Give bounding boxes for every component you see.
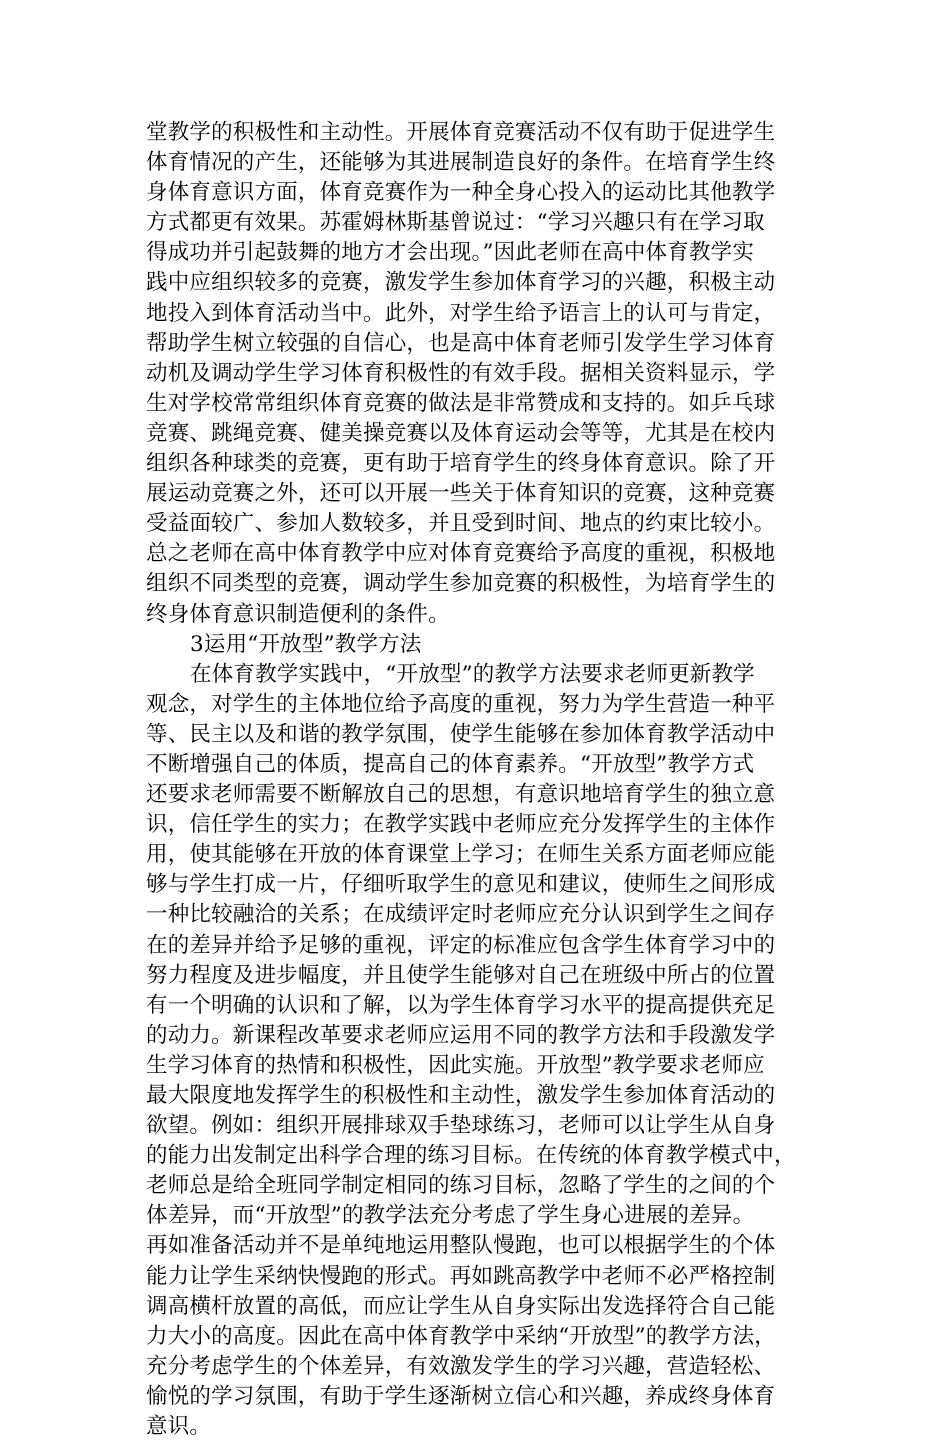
text-line: 老师总是给全班同学制定相同的练习目标，忽略了学生的之间的个 xyxy=(146,1173,776,1199)
text-line: 力大小的高度。因此在高中体育教学中采纳“开放型”的教学方法， xyxy=(146,1323,776,1349)
text-line: 在体育教学实践中，“开放型”的教学方法要求老师更新教学 xyxy=(190,661,755,687)
text-line: 的动力。新课程改革要求老师应运用不同的教学方法和手段激发学 xyxy=(146,1022,776,1048)
text-line: 展运动竞赛之外，还可以开展一些关于体育知识的竞赛，这种竞赛 xyxy=(146,481,776,507)
text-line: 努力程度及进步幅度，并且使学生能够对自己在班级中所占的位置 xyxy=(146,962,776,988)
text-line: 等、民主以及和谐的教学氛围，使学生能够在参加体育教学活动中 xyxy=(146,721,776,747)
text-line: 方式都更有效果。苏霍姆林斯基曾说过：“学习兴趣只有在学习取 xyxy=(146,210,765,236)
text-line: 不断增强自己的体质，提高自己的体育素养。“开放型”教学方式 xyxy=(146,751,755,777)
text-line: 识，信任学生的实力；在教学实践中老师应充分发挥学生的主体作 xyxy=(146,812,776,838)
text-line: 一种比较融洽的关系；在成绩评定时老师应充分认识到学生之间存 xyxy=(146,902,776,928)
text-line: 再如准备活动并不是单纯地运用整队慢跑，也可以根据学生的个体 xyxy=(146,1233,776,1259)
text-line: 的能力出发制定出科学合理的练习目标。在传统的体育教学模式中， xyxy=(146,1143,796,1169)
text-line: 竞赛、跳绳竞赛、健美操竞赛以及体育运动会等等，尤其是在校内 xyxy=(146,420,776,446)
text-line: 欲望。例如：组织开展排球双手垫球练习，老师可以让学生从自身 xyxy=(146,1113,776,1139)
text-line: 意识。 xyxy=(146,1414,212,1440)
text-line: 有一个明确的认识和了解，以为学生体育学习水平的提高提供充足 xyxy=(146,992,776,1018)
text-line: 用，使其能够在开放的体育课堂上学习；在师生关系方面老师应能 xyxy=(146,842,776,868)
text-line: 能力让学生采纳快慢跑的形式。再如跳高教学中老师不必严格控制 xyxy=(146,1263,776,1289)
document-page xyxy=(146,118,796,1442)
text-line: 生对学校常常组织体育竞赛的做法是非常赞成和支持的。如乒乓球 xyxy=(146,390,776,416)
text-line: 身体育意识方面，体育竞赛作为一种全身心投入的运动比其他教学 xyxy=(146,180,776,206)
text-line: 堂教学的积极性和主动性。开展体育竞赛活动不仅有助于促进学生 xyxy=(146,120,776,145)
paragraph-competition xyxy=(146,118,796,630)
text-line: 体差异，而“开放型”的教学法充分考虑了学生身心进展的差异。 xyxy=(146,1203,755,1229)
text-line: 动机及调动学生学习体育积极性的有效手段。据相关资料显示，学 xyxy=(146,360,776,386)
text-line: 践中应组织较多的竞赛，激发学生参加体育学习的兴趣，积极主动 xyxy=(146,270,776,296)
text-line: 在的差异并给予足够的重视，评定的标准应包含学生体育学习中的 xyxy=(146,932,776,958)
paragraph-open-teaching xyxy=(146,660,796,1442)
text-line: 够与学生打成一片，仔细听取学生的意见和建议，使师生之间形成 xyxy=(146,872,776,898)
text-line: 帮助学生树立较强的自信心，也是高中体育老师引发学生学习体育 xyxy=(146,330,776,356)
text-line: 生学习体育的热情和积极性，因此实施。开放型”教学要求老师应 xyxy=(146,1052,765,1078)
text-line: 观念，对学生的主体地位给予高度的重视，努力为学生营造一种平 xyxy=(146,691,776,717)
text-line: 得成功并引起鼓舞的地方才会出现。”因此老师在高中体育教学实 xyxy=(146,240,755,266)
text-line: 还要求老师需要不断解放自己的思想，有意识地培育学生的独立意 xyxy=(146,782,776,808)
text-line: 总之老师在高中体育教学中应对体育竞赛给予高度的重视，积极地 xyxy=(146,541,776,567)
text-line: 体育情况的产生，还能够为其进展制造良好的条件。在培育学生终 xyxy=(146,150,776,176)
text-line: 终身体育意识制造便利的条件。 xyxy=(146,601,450,627)
text-line: 组织各种球类的竞赛，更有助于培育学生的终身体育意识。除了开 xyxy=(146,451,776,477)
text-line: 愉悦的学习氛围，有助于学生逐渐树立信心和兴趣，养成终身体育 xyxy=(146,1383,776,1409)
text-line: 充分考虑学生的个体差异，有效激发学生的学习兴趣，营造轻松、 xyxy=(146,1353,776,1379)
text-line: 组织不同类型的竞赛，调动学生参加竞赛的积极性，为培育学生的 xyxy=(146,571,776,597)
text-line: 受益面较广、参加人数较多，并且受到时间、地点的约束比较小。 xyxy=(146,511,776,537)
section-heading: 3运用“开放型”教学方法 xyxy=(190,631,422,657)
text-line: 调高横杆放置的高低，而应让学生从自身实际出发选择符合自己能 xyxy=(146,1293,776,1319)
text-line: 地投入到体育活动当中。此外，对学生给予语言上的认可与肯定， xyxy=(146,300,776,326)
text-line: 最大限度地发挥学生的积极性和主动性，激发学生参加体育活动的 xyxy=(146,1083,776,1108)
